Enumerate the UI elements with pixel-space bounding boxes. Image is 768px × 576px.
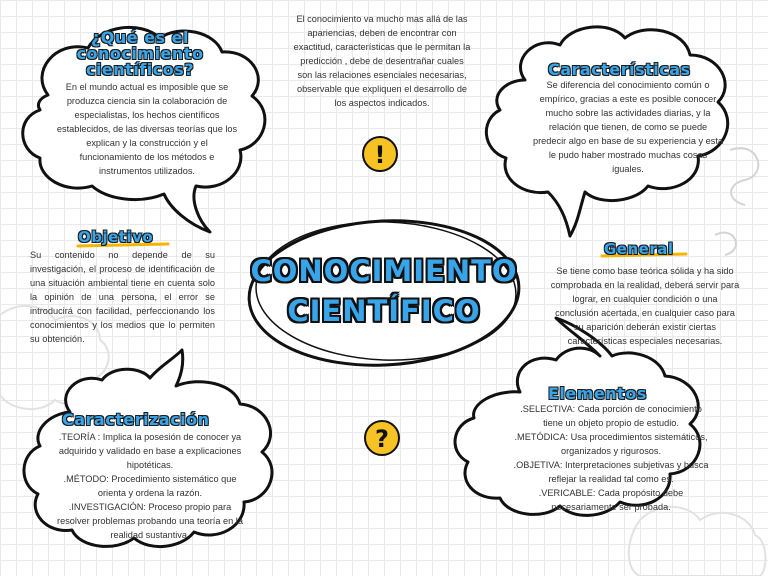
main-title-line1: CONOCIMIENTO: [250, 254, 518, 288]
elementos-item-objetiva: .OBJETIVA: Interpretaciones subjetivas y busca reflejar la realidad tal como es.: [513, 460, 709, 484]
que-es-heading: [60, 30, 220, 78]
caracterizacion-item-teoria: .TEORÍA : Implica la posesión de conocer ya adquirido y validado en base a explicaciones hipotéticas.: [58, 432, 242, 470]
caracterizacion-heading: Caracterización: [62, 410, 210, 429]
que-es-text: En el mundo actual es imposible que se produzca ciencia sin la colaboración de especialistas, los hechos científicos establecidos, de las diversas teorías que los explican y la construcción y el funcionamiento de los métodos e instrumentos utilizados.: [56, 82, 238, 176]
caracterizacion-item-metodo: .MÉTODO: Procedimiento sistemático que orienta y ordena la razón.: [63, 474, 237, 498]
caracterizacion-list: [54, 430, 246, 542]
background-swirl-right: [730, 148, 758, 205]
question-badge-icon: [362, 418, 402, 458]
elementos-item-selectiva: .SELECTIVA: Cada porción de conocimiento tiene un objeto propio de estudio.: [520, 404, 702, 428]
background-swirl-right-2: [715, 233, 736, 255]
que-es-heading-line2: conocimiento: [76, 44, 204, 63]
elementos-item-metodica: .METÓDICA: Usa procedimientos sistemáticos, organizados y rigurosos.: [514, 432, 708, 456]
general-heading: General: [604, 240, 674, 258]
caracteristicas-heading: Características: [548, 60, 691, 79]
que-es-heading-line3: científicos?: [85, 60, 195, 79]
objetivo-heading: Objetivo: [78, 228, 154, 246]
elementos-list: [512, 402, 710, 514]
question-glyph: ?: [375, 425, 389, 453]
main-title-line2: CIENTÍFICO: [287, 294, 481, 328]
elementos-item-verificable: .VERICABLE: Cada propósito debe necesariamente ser probada.: [538, 488, 684, 512]
objetivo-text: Su contenido no depende de su investigación, el proceso de identificación de una situación ambiental tiene en cuenta solo la opinión de una persona, el error se introducirá con facilidad, perfeccionando los conocimientos y los medios que lo permiten su obtención.: [30, 250, 215, 344]
exclamation-badge-icon: [360, 134, 400, 174]
caracterizacion-item-investigacion: .INVESTIGACIÓN: Proceso propio para resolver problemas probando una teoría en la realidad sustantiva.: [57, 502, 243, 540]
center-ellipse: [245, 214, 522, 372]
exclamation-glyph: !: [374, 141, 386, 169]
intro-text: El conocimiento va mucho mas allá de las apariencias, deben de encontrar con exactitud, características que le permitan la predicción , debe de desentrañar cuales son las relaciones esenciales necesarias, observable que expliquen el desarrollo de los aspectos indicados.: [293, 14, 471, 108]
elementos-heading: Elementos: [548, 384, 647, 403]
background-cloud-bottom-right: [629, 507, 766, 576]
caracteristicas-text: Se diferencia del conocimiento común o empírico, gracias a este es posible conocer mucho sobre las actividades diarias, y la relación que tienen, de como se puede predecir algo en base de su experiencia y esta le pudo haber mostrado muchas cosas iguales.: [533, 80, 723, 174]
que-es-heading-line1: ¿Qué es el: [91, 28, 189, 47]
general-text: Se tiene como base teórica sólida y ha sido comprobada en la realidad, deberá servir para lograr, en cualquier condición o una conclusión acertada, en cualquier caso para su aparición deberán existir ciertas características especiales necesarias.: [550, 266, 740, 346]
